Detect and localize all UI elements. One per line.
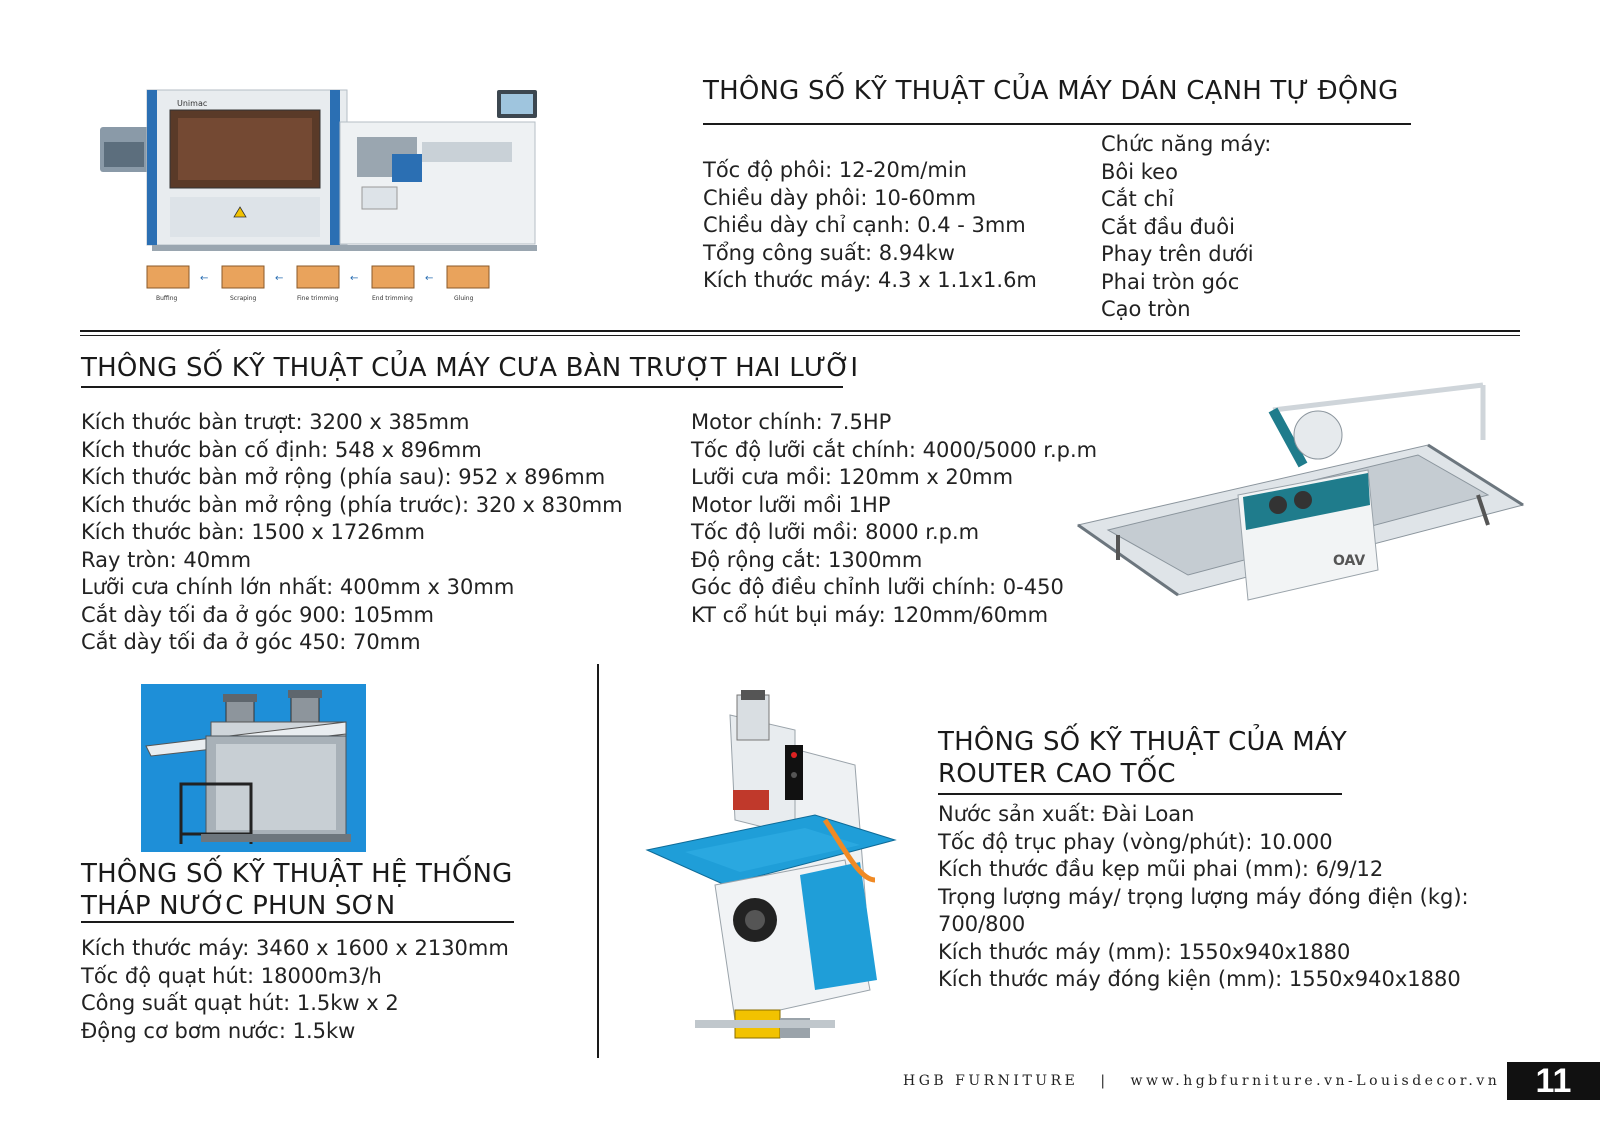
spec-line: KT cổ hút bụi máy: 120mm/60mm	[691, 602, 1049, 627]
spec-line: Tốc độ trục phay (vòng/phút): 10.000	[938, 829, 1333, 854]
panel-saw-title-underline	[81, 386, 843, 388]
spray-booth-specs	[81, 935, 509, 1045]
edge-bander-title: THÔNG SỐ KỸ THUẬT CỦA MÁY DÁN CẠNH TỰ ĐỘNG	[703, 76, 1399, 106]
spec-line: Kích thước bàn cố định: 548 x 896mm	[81, 437, 482, 462]
function-item: Phay trên dưới	[1101, 242, 1254, 266]
spec-line: Kích thước máy: 4.3 x 1.1x1.6m	[703, 268, 1037, 292]
spec-line: Góc độ điều chỉnh lưỡi chính: 0-450	[691, 575, 1064, 599]
spec-line: Kích thước bàn mở rộng (phía trước): 320 x 830mm	[81, 492, 623, 517]
panel-saw-specs-left	[81, 409, 623, 657]
edge-bander-brand: Unimac	[177, 99, 208, 108]
vertical-divider	[597, 664, 599, 1058]
page-number: 11	[1507, 1062, 1600, 1100]
spec-line: Cắt dày tối đa ở góc 900: 105mm	[81, 602, 434, 627]
step-label: Gluing	[454, 295, 474, 302]
router-title-line1: THÔNG SỐ KỸ THUẬT CỦA MÁY	[938, 727, 1347, 757]
step-label: Fine trimming	[297, 295, 339, 302]
spec-line: Công suất quạt hút: 1.5kw x 2	[81, 991, 399, 1015]
spec-line: Tốc độ quạt hút: 18000m3/h	[81, 963, 382, 988]
spray-booth-title-underline	[81, 921, 514, 923]
svg-text:←: ←	[275, 273, 284, 284]
spec-line: Trọng lượng máy/ trọng lượng máy đóng điện (kg):	[938, 884, 1469, 909]
spec-line: Chiều dày chỉ cạnh: 0.4 - 3mm	[703, 213, 1026, 237]
spec-line: Tốc độ phôi: 12-20m/min	[703, 158, 967, 182]
function-heading: Chức năng máy:	[1101, 132, 1272, 156]
footer-separator: |	[1100, 1073, 1109, 1089]
spec-line: Kích thước máy: 3460 x 1600 x 2130mm	[81, 936, 509, 960]
step-label: Buffing	[156, 295, 178, 302]
spray-booth-title	[81, 858, 513, 922]
spec-line: Chiều dày phôi: 10-60mm	[703, 185, 977, 210]
router-image	[645, 690, 907, 1052]
router-title-line2: ROUTER CAO TỐC	[938, 759, 1176, 789]
function-item: Bôi keo	[1101, 159, 1178, 184]
function-item: Phai tròn góc	[1101, 269, 1240, 294]
router-specs	[938, 801, 1469, 994]
spec-line: Kích thước đầu kẹp mũi phai (mm): 6/9/12	[938, 857, 1384, 881]
spec-line: Kích thước bàn trượt: 3200 x 385mm	[81, 410, 470, 434]
spec-line: Kích thước máy (mm): 1550x940x1880	[938, 939, 1351, 964]
panel-saw-title: THÔNG SỐ KỸ THUẬT CỦA MÁY CƯA BÀN TRƯỢT HAI LƯỠI	[81, 353, 859, 383]
spec-line: Ray tròn: 40mm	[81, 547, 252, 572]
footer	[903, 1073, 1500, 1089]
spec-line: Tổng công suất: 8.94kw	[703, 240, 955, 265]
edge-bander-title-underline	[703, 123, 1411, 125]
function-item: Cắt đầu đuôi	[1101, 214, 1235, 239]
spec-line: Kích thước bàn: 1500 x 1726mm	[81, 520, 425, 544]
spec-line: Tốc độ lưỡi cắt chính: 4000/5000 r.p.m	[691, 437, 1098, 462]
svg-text:←: ←	[350, 273, 359, 284]
edge-bander-functions	[1101, 131, 1271, 324]
function-item: Cạo tròn	[1101, 297, 1191, 321]
spec-line: Motor lưỡi mồi 1HP	[691, 492, 891, 517]
spec-line: Nước sản xuất: Đài Loan	[938, 802, 1195, 826]
spray-booth-image	[141, 684, 366, 852]
spec-line: Động cơ bơm nước: 1.5kw	[81, 1018, 356, 1043]
step-label: End trimming	[372, 295, 413, 302]
panel-saw-specs-right	[691, 409, 1097, 629]
spec-line: Lưỡi cưa chính lớn nhất: 400mm x 30mm	[81, 575, 515, 599]
edge-bander-specs	[703, 157, 1037, 295]
spray-booth-title-line1: THÔNG SỐ KỸ THUẬT HỆ THỐNG	[81, 859, 513, 889]
router-title-underline	[938, 793, 1342, 795]
router-title	[938, 726, 1347, 790]
section-divider	[80, 335, 1520, 336]
spec-line: Tốc độ lưỡi mồi: 8000 r.p.m	[691, 520, 980, 544]
svg-text:←: ←	[425, 273, 434, 284]
footer-brand: HGB FURNITURE	[903, 1073, 1079, 1089]
spec-line: Lưỡi cưa mồi: 120mm x 20mm	[691, 465, 1014, 489]
function-item: Cắt chỉ	[1101, 187, 1175, 211]
spec-line: 700/800	[938, 912, 1026, 936]
spray-booth-title-line2: THÁP NƯỚC PHUN SƠN	[81, 891, 396, 921]
panel-saw-brand: OAV	[1333, 553, 1366, 569]
spec-line: Độ rộng cắt: 1300mm	[691, 547, 923, 572]
panel-saw-image	[1068, 355, 1530, 620]
spec-line: Motor chính: 7.5HP	[691, 410, 892, 434]
spec-line: Kích thước bàn mở rộng (phía sau): 952 x 896mm	[81, 465, 606, 489]
step-label: Scraping	[230, 295, 257, 302]
spec-line: Cắt dày tối đa ở góc 450: 70mm	[81, 630, 421, 654]
footer-website[interactable]: www.hgbfurniture.vn-Louisdecor.vn	[1130, 1073, 1501, 1089]
section-divider	[80, 330, 1520, 332]
spec-line: Kích thước máy đóng kiện (mm): 1550x940x1880	[938, 967, 1461, 991]
svg-text:←: ←	[200, 273, 209, 284]
edge-bander-image	[92, 82, 548, 314]
